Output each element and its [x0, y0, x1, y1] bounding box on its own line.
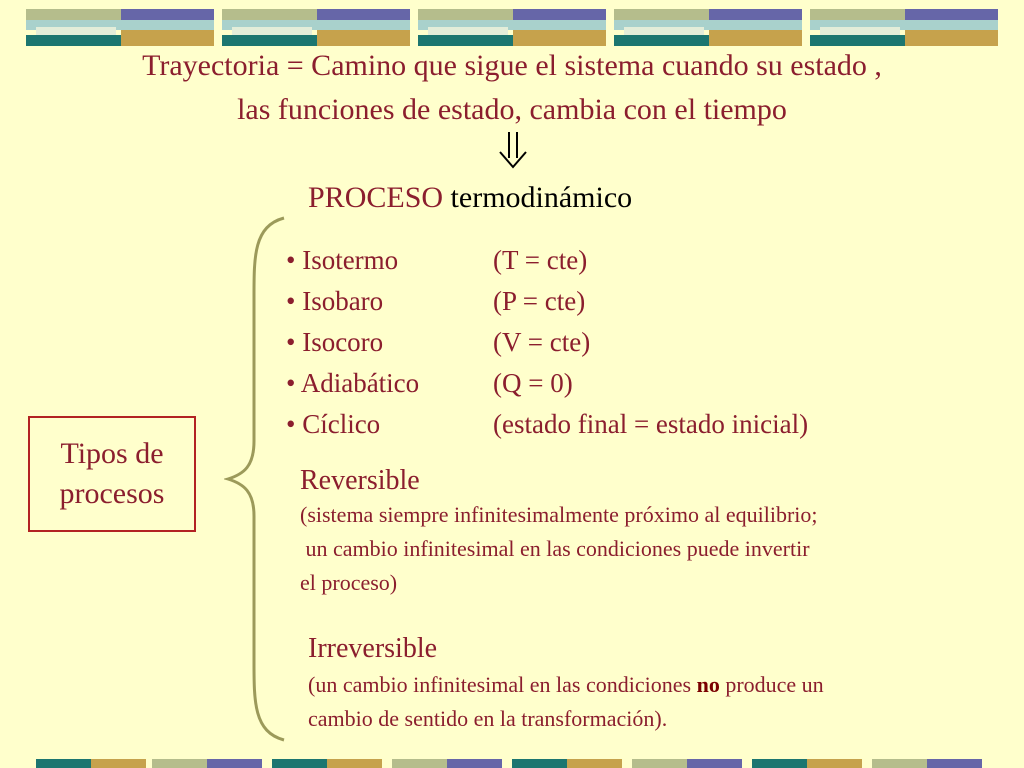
process-name: • Isobaro [286, 286, 384, 316]
reversible-heading: Reversible [300, 465, 420, 496]
proceso-heading [308, 178, 632, 218]
slide-title [0, 44, 1024, 132]
process-condition: (P = cte) [493, 286, 586, 316]
tipos-line-1: Tipos de [60, 437, 164, 470]
decor-banner [418, 9, 606, 46]
process-condition: (T = cte) [493, 245, 588, 275]
decor-bottom-strip [632, 759, 752, 768]
decor-banner [614, 9, 802, 46]
title-line-1: Trayectoria = Camino que sigue el sistema cuando su estado , [142, 49, 882, 82]
decor-bottom-strip [872, 759, 992, 768]
reversible-description [300, 498, 1000, 600]
reversible-line-2: un cambio infinitesimal en las condiciones puede invertir [300, 536, 810, 561]
irreversible-line-1-b: produce un [719, 672, 824, 697]
process-name: • Isotermo [286, 245, 399, 275]
list-item [286, 281, 926, 321]
process-name: • Adiabático [286, 368, 420, 398]
decor-bottom-strip [272, 759, 392, 768]
irreversible-description [308, 668, 1008, 736]
reversible-line-1: (sistema siempre infinitesimalmente próximo al equilibrio; [300, 502, 818, 527]
list-item [286, 404, 926, 444]
decor-bottom-strip [36, 759, 156, 768]
process-name: • Cíclico [286, 409, 381, 439]
double-down-arrow-icon [496, 130, 530, 170]
tipos-line-2: procesos [59, 477, 165, 510]
irreversible-line-2: cambio de sentido en la transformación). [308, 706, 668, 731]
reversible-line-3: el proceso) [300, 570, 398, 595]
irreversible-no-emphasis: no [696, 672, 720, 697]
decor-bottom-strip [752, 759, 872, 768]
list-item [286, 240, 926, 280]
irreversible-heading: Irreversible [308, 633, 438, 664]
proceso-word: PROCESO [308, 181, 444, 214]
process-condition: (estado final = estado inicial) [493, 409, 809, 439]
decor-bottom-strip [392, 759, 512, 768]
decor-banner [26, 9, 214, 46]
process-name: • Isocoro [286, 327, 384, 357]
list-item [286, 322, 926, 362]
decor-banner [222, 9, 410, 46]
list-item [286, 363, 926, 403]
decor-banner [810, 9, 998, 46]
decor-bottom-strip [512, 759, 632, 768]
process-condition: (Q = 0) [493, 368, 573, 398]
irreversible-line-1 [308, 668, 1008, 702]
tipos-de-procesos-box [28, 416, 196, 532]
title-line-2: las funciones de estado, cambia con el tiempo [237, 93, 787, 126]
decor-bottom-strip [152, 759, 272, 768]
termodinamico-word: termodinámico [450, 181, 633, 214]
process-condition: (V = cte) [493, 327, 591, 357]
irreversible-line-1-a: (un cambio infinitesimal en las condiciones [308, 672, 697, 697]
curly-brace [224, 216, 294, 742]
